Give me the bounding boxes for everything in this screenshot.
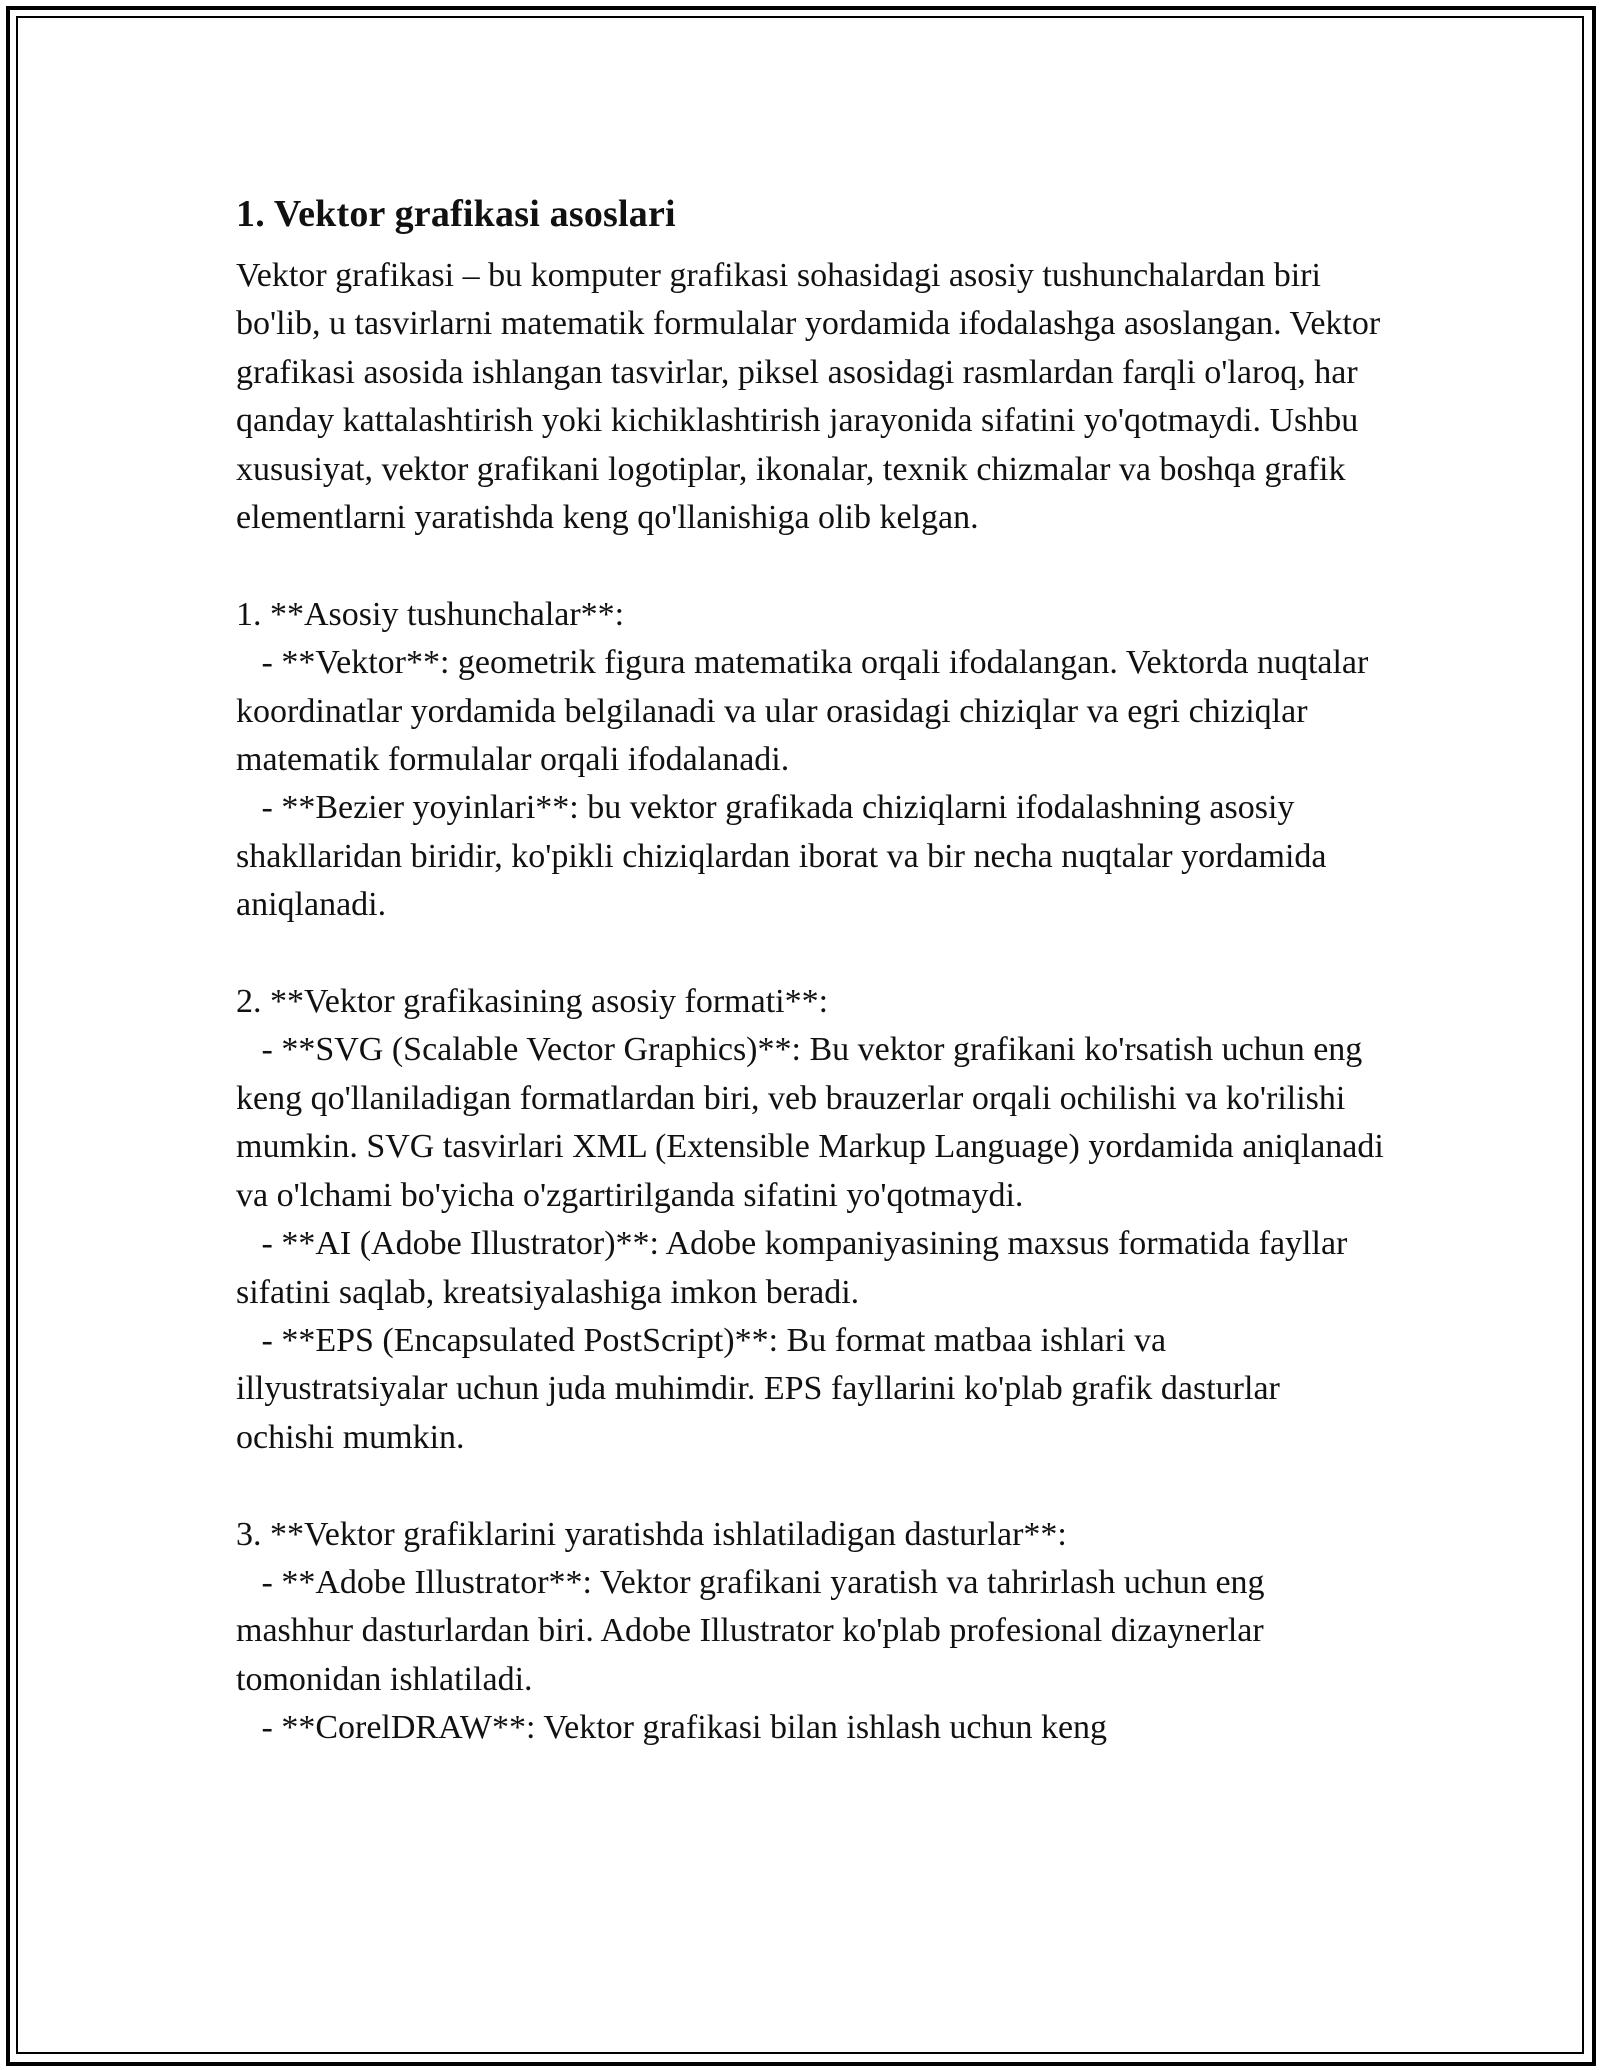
section-software xyxy=(236,1511,1386,1753)
intro-paragraph: Vektor grafikasi – bu komputer grafikasi sohasidagi asosiy tushunchalardan biri bo'lib, u tasvirlarni matematik formulalar yordamida ifodalashga asoslangan. Vektor grafikasi asosida ishlangan tasvirlar, piksel asosidagi rasmlardan farqli o'laroq, har qanday kattalashtirish yoki kichiklashtirish jarayonida sifatini yo'qotmaydi. Ushbu xususiyat, vektor grafikani logotiplar, ikonalar, texnik chizmalar va boshqa grafik elementlarni yaratishda keng qo'llanishiga olib kelgan. xyxy=(236,257,1389,537)
list-item: - **Bezier yoyinlari**: bu vektor grafikada chiziqlarni ifodalashning asosiy shakllaridan biridir, ko'pikli chiziqlardan iborat va bir necha nuqtalar yordamida aniqlanadi. xyxy=(236,789,1336,924)
list-item: - **CorelDRAW**: Vektor grafikasi bilan ishlash uchun keng xyxy=(236,1709,1108,1747)
section-basic-concepts xyxy=(236,591,1386,930)
section-heading: 1. **Asosiy tushunchalar**: xyxy=(236,595,625,633)
list-item: - **AI (Adobe Illustrator)**: Adobe kompaniyasining maxsus formatida fayllar sifatini saqlab, kreatsiyalashiga imkon beradi. xyxy=(236,1225,1356,1311)
document-title: 1. Vektor grafikasi asoslari xyxy=(236,193,676,235)
list-item: - **Vektor**: geometrik figura matematika orqali ifodalangan. Vektorda nuqtalar koordinatlar yordamida belgilanadi va ular orasidagi chiziqlar va egri chiziqlar matematik formulalar orqali ifodalanadi. xyxy=(236,644,1377,779)
list-item: - **SVG (Scalable Vector Graphics)**: Bu vektor grafikani ko'rsatish uchun eng keng qo'llaniladigan formatlardan biri, veb brauzerlar orqali ochilishi va ko'rilishi mumkin. SVG tasvirlari XML (Extensible Markup Language) yordamida aniqlanadi va o'lchami bo'yicha o'zgartirilganda sifatini yo'qotmaydi. xyxy=(236,1031,1393,1214)
list-item: - **EPS (Encapsulated PostScript)**: Bu format matbaa ishlari va illyustratsiyalar uchun juda muhimdir. EPS fayllarini ko'plab grafik dasturlar ochishi mumkin. xyxy=(236,1321,1289,1456)
section-heading: 3. **Vektor grafiklarini yaratishda ishlatiladigan dasturlar**: xyxy=(236,1515,1067,1553)
section-heading: 2. **Vektor grafikasining asosiy formati**: xyxy=(236,983,829,1021)
section-formats xyxy=(236,978,1393,1462)
list-item: - **Adobe Illustrator**: Vektor grafikani yaratish va tahrirlash uchun eng mashhur dasturlardan biri. Adobe Illustrator ko'plab profesional dizaynerlar tomonidan ishlatiladi. xyxy=(236,1563,1274,1698)
document-page xyxy=(236,182,1393,1753)
